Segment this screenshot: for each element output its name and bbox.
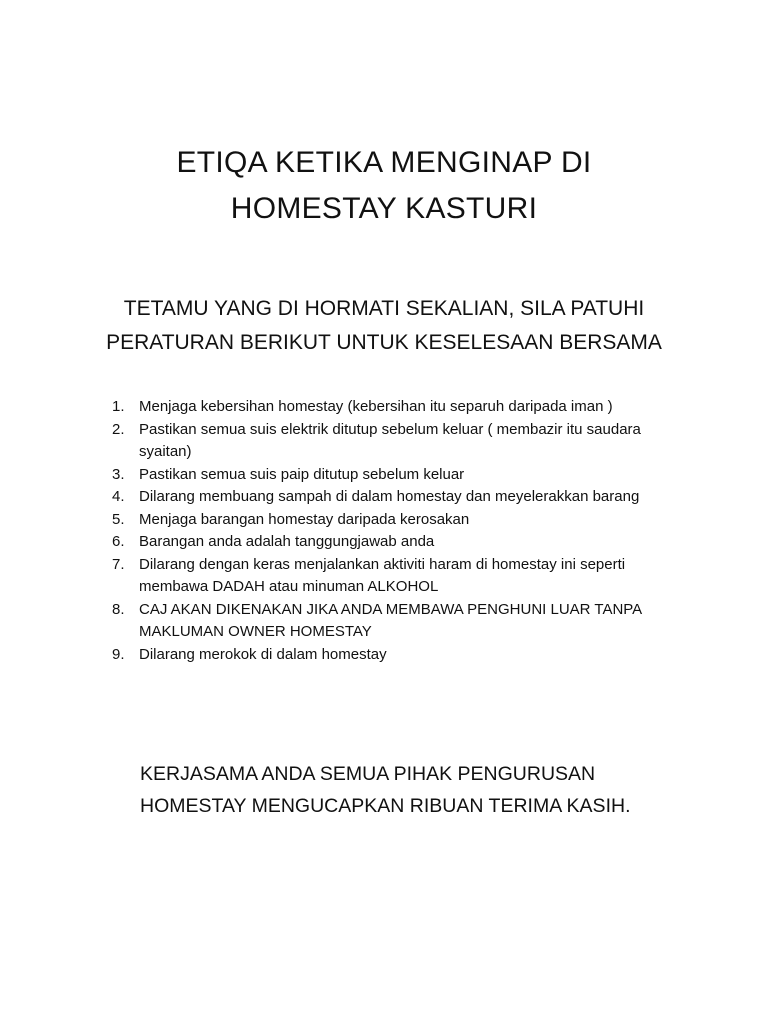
rule-number: 4.	[112, 488, 125, 505]
closing-line-2: HOMESTAY MENGUCAPKAN RIBUAN TERIMA KASIH.	[140, 795, 631, 817]
closing-line-1: KERJASAMA ANDA SEMUA PIHAK PENGURUSAN	[140, 763, 596, 785]
rule-text: Dilarang dengan keras menjalankan aktiviti haram di homestay ini seperti membawa DADAH atau minuman ALKOHOL	[139, 555, 626, 595]
rule-text: Menjaga barangan homestay daripada kerosakan	[139, 510, 470, 528]
rule-text: Dilarang merokok di dalam homestay	[139, 645, 387, 663]
document-title-line-1: ETIQA KETIKA MENGINAP DI	[176, 146, 592, 179]
rule-text: Dilarang membuang sampah di dalam homestay dan meyelerakkan barang	[139, 488, 640, 505]
document-subtitle-line-1: TETAMU YANG DI HORMATI SEKALIAN, SILA PATUHI	[123, 297, 645, 320]
rule-number: 8.	[112, 600, 125, 618]
rule-item	[112, 396, 672, 419]
document-subtitle-line-2: PERATURAN BERIKUT UNTUK KESELESAAN BERSAMA	[106, 331, 662, 354]
rule-number: 6.	[112, 533, 125, 550]
rule-number: 3.	[112, 465, 125, 483]
document-title-line-2: HOMESTAY KASTURI	[230, 192, 538, 225]
rule-number: 1.	[112, 398, 125, 415]
rule-number: 5.	[112, 510, 125, 528]
document-subtitle	[0, 292, 768, 360]
rule-item	[112, 464, 672, 487]
rule-item	[112, 531, 672, 554]
rule-item	[112, 509, 672, 532]
rule-text: CAJ AKAN DIKENAKAN JIKA ANDA MEMBAWA PENGHUNI LUAR TANPA MAKLUMAN OWNER HOMESTAY	[139, 600, 642, 640]
rule-text: Menjaga kebersihan homestay (kebersihan itu separuh daripada iman )	[139, 398, 613, 415]
rules-list	[112, 396, 672, 666]
rule-item	[112, 554, 672, 599]
rule-number: 9.	[112, 645, 125, 663]
rule-item	[112, 419, 672, 464]
document-title	[0, 140, 768, 232]
rule-number: 2.	[112, 420, 125, 438]
rule-number: 7.	[112, 555, 125, 573]
rule-item	[112, 599, 672, 644]
rule-text: Pastikan semua suis elektrik ditutup sebelum keluar ( membazir itu saudara syaitan)	[139, 420, 641, 460]
rule-text: Pastikan semua suis paip ditutup sebelum keluar	[139, 465, 465, 483]
rule-text: Barangan anda adalah tanggungjawab anda	[139, 533, 435, 550]
closing-message	[140, 758, 700, 822]
rule-item	[112, 644, 672, 667]
rule-item	[112, 486, 672, 509]
